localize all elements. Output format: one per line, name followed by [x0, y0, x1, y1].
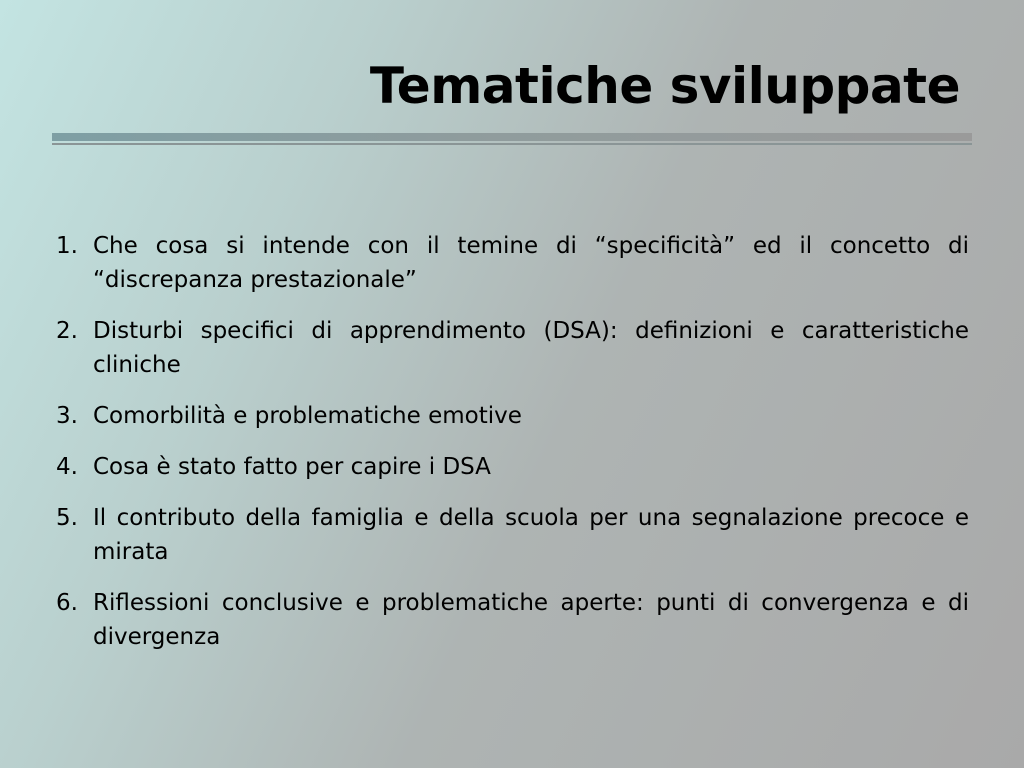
- topic-item-4: [56, 450, 969, 484]
- slide-title: Tematiche sviluppate: [369, 57, 960, 115]
- title-underline: [52, 133, 972, 141]
- topic-number: 4.: [56, 454, 78, 480]
- topic-number: 5.: [56, 505, 78, 531]
- title-underline-thin: [52, 143, 972, 145]
- topic-text: Riflessioni conclusive e problematiche aperte: punti di convergenza e di divergenza: [93, 590, 969, 650]
- topic-item-6: [56, 586, 969, 654]
- topic-item-2: [56, 314, 969, 382]
- topic-text: Cosa è stato fatto per capire i DSA: [93, 454, 491, 480]
- topic-number: 1.: [56, 233, 78, 259]
- topic-item-3: [56, 399, 969, 433]
- topic-number: 3.: [56, 403, 78, 429]
- topic-number: 2.: [56, 318, 78, 344]
- topic-number: 6.: [56, 590, 78, 616]
- topic-list: [56, 229, 969, 671]
- topic-text: Comorbilità e problematiche emotive: [93, 403, 522, 429]
- topic-text: Che cosa si intende con il temine di “specificità” ed il concetto di “discrepanza prestazionale”: [93, 233, 969, 293]
- topic-text: Il contributo della famiglia e della scuola per una segnalazione precoce e mirata: [93, 505, 969, 565]
- topic-item-5: [56, 501, 969, 569]
- topic-text: Disturbi specifici di apprendimento (DSA): definizioni e caratteristiche cliniche: [93, 318, 969, 378]
- topic-item-1: [56, 229, 969, 297]
